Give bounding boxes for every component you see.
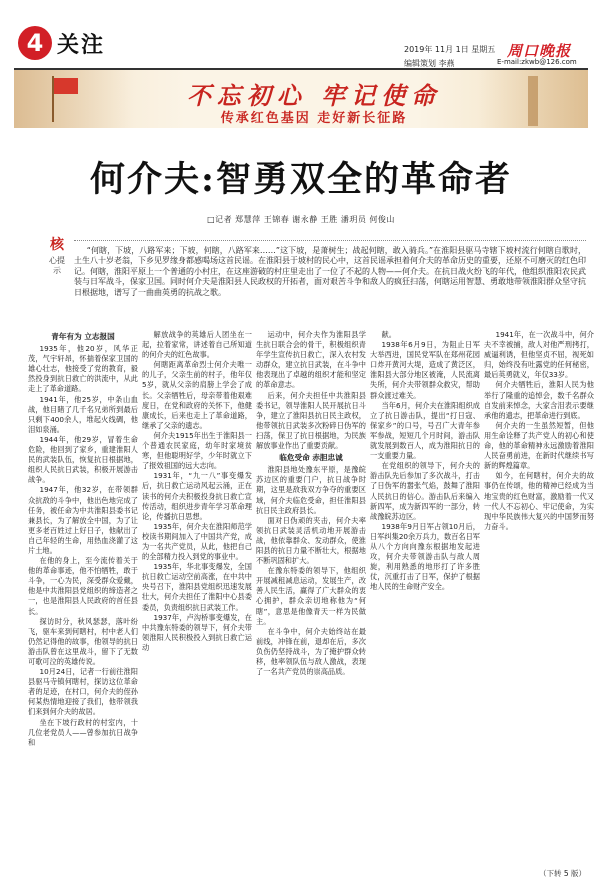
red-flag-icon [54, 78, 78, 94]
article-column-4 [370, 330, 480, 592]
page-header [0, 0, 600, 70]
paragraph: 何介夫的一生虽然短暂，但他用生命诠释了共产党人的初心和使命，他的革命精神永远激励着淮阳人民奋勇前进，在新时代继续书写新的辉煌篇章。 [484, 420, 594, 471]
paragraph: 献。 [381, 330, 396, 339]
paragraph: 10月24日，记者一行前往淮阳县驱马寺镇何瞎村，探访这位革命者的足迹，在村口，何介夫的侄孙何某热情地迎接了我们，他带领我们来到何介夫的故居。 [28, 667, 138, 717]
paragraph: 在党组织的领导下，何介夫的游击队先后参加了多次战斗，打击了日伪军的嚣张气焰，鼓舞了淮阳人民抗日的信心。游击队后来编入新四军，成为新四军的一部分，转战豫皖苏边区。 [370, 461, 480, 521]
paragraph: 1941年，他25岁，中条山血战，他目睹了几千名兄弟所到最后只剩下400余人，堆起火线碉，他泪如泉涌。 [28, 394, 138, 434]
paragraph: 何瞎距离革命烈士何介夫唯一的儿子，父亲生前的村子，他年仅5岁，就从父亲的肩膀上学会了成长。父亲牺牲后，母亲带着他艰难度日，在党和政府的关怀下，他健康成长，后来也走上了革命道路，继承了父亲的遗志。 [142, 360, 252, 430]
paragraph: 1937年，卢沟桥事变爆发，在中共豫东特委的领导下，何介夫带领淮阳人民积极投入到抗日救亡运动 [142, 612, 252, 652]
section-title: 关注 [57, 32, 106, 58]
paragraph: 后来，何介夫担任中共淮阳县委书记，领导淮阳人民开展抗日斗争，建立了淮阳县抗日民主政权，他带领抗日武装多次粉碎日伪军的扫荡，保卫了抗日根据地，为民族解放事业作出了重要贡献。 [256, 390, 366, 451]
paragraph: 1931年，“九一八”事变爆发后，抗日救亡运动风起云涌，正在读书的何介夫积极投身抗日救亡宣传活动，组织进步青年学习革命理论，传播抗日思想。 [142, 471, 252, 521]
summary-text: “何瞎，下坡，八路军来；下坡，何瞎，八路军来……”这下坡，是萧树生；战起何瞎，敢入骑兵。”在淮阳县驱马寺辖下坡村流行何瞎自歌时，土生八十岁老翁，下乡见罗缘身都感喝场这首民谣。在淮阳县于坡村的民心中，这首民谣承担着何介夫的革命历史的重要，还原不可磨灭的红色印记。何瞎，淮阳平原上一个普通的小村庄，在这座游破的村庄里走出了一位了不起的人物——何介夫。在抗日战火纷飞的年代，他组织淮阳农民武装与日军战斗，保家卫国。同时何介夫是淮阳县人民政权的开拓者，面对艰苦斗争和敌人的疯狂扫荡，何瞎运用智慧、勇敢地带领淮阳群众坚守抗日根据地，谱写了一曲曲英勇的抗战之歌。 [74, 246, 586, 297]
paragraph: 1947年，他32岁，在带领群众抗敌的斗争中，他出色地完成了任务，被任命为中共淮阳县委书记兼县长，为了解放全中国，为了让更多老百姓过上好日子，他献出了自己年轻的生命，用热血浇灌了这片土地。 [28, 485, 138, 555]
paragraph: 1935年，他20岁，风华正茂，气宇轩昂，怀揣着保家卫国的雄心壮志，他接受了党的教育，毅然投身到抗日救亡的洪流中，从此走上了革命道路。 [28, 344, 138, 394]
paragraph: 何介夫牺牲后，淮阳人民为他举行了隆重的追悼会，数千名群众自发前来悼念，大家含泪表示要继承他的遗志，把革命进行到底。 [484, 380, 594, 420]
article-column-3 [256, 330, 366, 677]
paragraph: 运动中，何介夫作为淮阳县学生抗日联合会的骨干，积极组织青年学生宣传抗日救亡，深入农村发动群众，建立抗日武装，在斗争中他表现出了卓越的组织才能和坚定的革命意志。 [256, 330, 366, 390]
paragraph: 1935年，何介夫在淮阳师范学校读书期间加入了中国共产党，成为一名共产党员，从此，他把自己的全部精力投入到党的事业中。 [142, 521, 252, 562]
paragraph: 淮阳县地处豫东平原，是豫皖苏边区的重要门户，抗日战争时期，这里是敌我双方争夺的重要区域，何介夫临危受命，担任淮阳县抗日民主政府县长。 [256, 465, 366, 515]
paragraph: 1938年9月日军占领10月后，日军纠集20余万兵力，数百名日军从八个方向向豫东根据地发起进攻，何介夫带领游击队与敌人周旋，利用熟悉的地形打了许多胜仗，沉重打击了日军，保护了根据地人民的生命财产安全。 [370, 521, 480, 592]
continued-note: （下转 5 版） [538, 869, 586, 878]
banner-title: 不忘初心 牢记使命 [186, 81, 442, 110]
editor-credit: 编辑策划 李燕 [404, 59, 455, 68]
paragraph: 坐在下坡行政村的村室内，十几位老党员人——曾参加抗日战争和 [28, 717, 138, 747]
paragraph: 1935年，华北事变爆发，全国抗日救亡运动空前高涨，在中共中央号召下，淮阳县党组织迅速发展壮大，何介夫担任了淮阳中心县委委员，负责组织抗日武装工作。 [142, 562, 252, 612]
article-headline: 何介夫:智勇双全的革命者 [90, 159, 512, 200]
monument-icon [528, 76, 538, 126]
paragraph: 1944年，他29岁，冒着生命危险，他回到了家乡，重建淮阳人民的武装队伍，恢复抗日根据地，组织人民抗日武装，积极开展游击战争。 [28, 434, 138, 485]
paragraph: 解放战争的英雄后人团坐在一起，拉着家常，讲述着自己所知道的何介夫的红色故事。 [142, 330, 252, 360]
article-column-1 [28, 330, 138, 748]
core-summary-box [46, 232, 588, 317]
article-byline: □记者 郑慧萍 王锦春 谢永静 王胜 潘玥员 何俊山 [207, 215, 395, 224]
paragraph: 探访时分，秋风瑟瑟，落叶纷飞，驱车来到何瞎村，村中老人们仍然记得他的故事，他领导的抗日游击队曾在这里战斗，留下了无数可歌可泣的英雄传说。 [28, 616, 138, 666]
section-subheading: 临危受命 赤胆忠诚 [279, 453, 343, 463]
summary-tag [46, 232, 70, 317]
paragraph: 1938年6月9日，为阻止日军大举西进，国民党军队在郑州花园口炸开黄河大堤，造成了黄泛区，淮阳县大部分地区被淹，人民流离失所，何介夫带领群众救灾，帮助群众渡过难关。 [370, 340, 480, 400]
article-column-5 [484, 330, 594, 532]
theme-banner [14, 70, 588, 128]
contact-email: E-mail:zkwb@126.com [497, 58, 577, 66]
banner-subtitle: 传承红色基因 走好新长征路 [220, 111, 408, 126]
paragraph: 在他的身上，至今流传着关于他的革命事迹，他不怕牺牲，敢于斗争，一心为民，深受群众爱戴，他是中共淮阳县党组织的缔造者之一，也是淮阳县人民政府的首任县长。 [28, 556, 138, 616]
summary-divider [74, 240, 586, 241]
paragraph: 在豫东特委的领导下，他组织开展减租减息运动，发展生产，改善人民生活，赢得了广大群众的衷心拥护，群众亲切地称他为“何瞎”，意思是他像青天一样为民做主。 [256, 566, 366, 626]
section-subheading: 青年有为 立志报国 [51, 332, 115, 341]
paragraph: 当年6月，何介夫在淮阳组织成立了抗日游击队，提出“打日寇、保家乡”的口号，号召广大青年参军参战，短短几个月时间，游击队就发展到数百人，成为淮阳抗日的一支重要力量。 [370, 400, 480, 461]
page-number-badge: 4 [18, 26, 52, 60]
issue-date: 2019年 11月 1日 星期五 [404, 45, 496, 54]
article-column-2 [142, 330, 252, 653]
paragraph: 在斗争中，何介夫始终站在最前线，冲锋在前，退却在后，多次负伤仍坚持战斗，为了掩护群众转移，他率领队伍与敌人激战，表现了一名共产党员的崇高品质。 [256, 626, 366, 677]
paragraph: 1941年，在一次战斗中，何介夫不幸被捕，敌人对他严刑拷打，威逼利诱，但他坚贞不屈，视死如归，始终没有吐露党的任何秘密，最后英勇就义，年仅33岁。 [484, 330, 594, 380]
paragraph: 何介夫1915年出生于淮阳县一个普通农民家庭，幼年时家境贫寒，但他聪明好学，少年时就立下了报效祖国的远大志向。 [142, 430, 252, 471]
summary-tag-label: 心提示 [49, 256, 65, 275]
newspaper-logo: 周口晚报 [507, 42, 572, 60]
paragraph: 如今，在何瞎村，何介夫的故事仍在传颂，他的精神已经成为当地宝贵的红色财富，激励着一代又一代人不忘初心、牢记使命，为实现中华民族伟大复兴的中国梦而努力奋斗。 [484, 471, 594, 531]
paragraph: 面对日伪顽的夹击，何介夫率领抗日武装灵活机动地开展游击战，他依靠群众、发动群众，使淮阳县的抗日力量不断壮大，根据地不断巩固和扩大。 [256, 515, 366, 566]
summary-tag-char: 核 [50, 237, 64, 253]
